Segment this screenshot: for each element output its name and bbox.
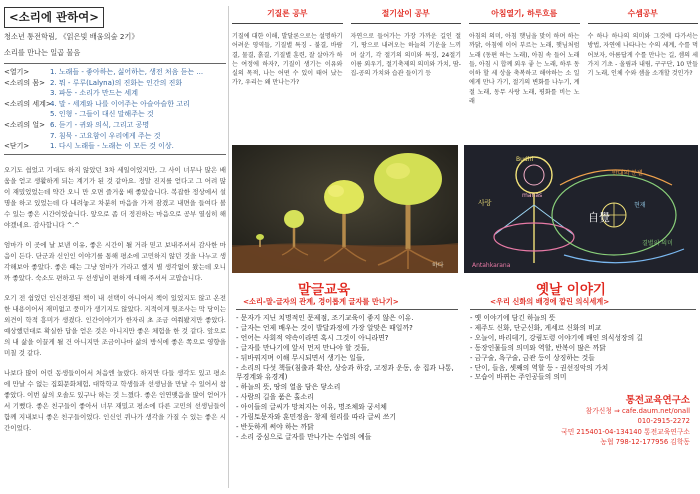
section-list-malgeul	[236, 314, 458, 443]
toc-list	[4, 63, 226, 155]
toc-label: <소리의 몸>	[4, 78, 46, 87]
section-divider	[236, 309, 458, 310]
contact-block	[561, 392, 690, 448]
toc-row	[4, 131, 226, 142]
list-item: - 소리 중심으로 글자를 만나가는 수업의 예들	[236, 432, 372, 441]
art-label: 현재	[634, 202, 646, 209]
art-label: 사랑	[478, 199, 492, 207]
bank-account-2: 농협 798-12-177956 김학동	[600, 438, 690, 447]
essay-paragraph: 나보다 많이 어린 동생들이어서 처음엔 놀랐다. 하지만 다들 생각도 있고 평소에 만날 수 없는 집회문화체험, 대학학교 학생들과 선생님을 만날 수 있어서 참 좋았다. 이번 삶의 오솔도 있구나 하는 것 느꼈다. 좋은 인연맺음을 많이 얻어가서 기뻤다. 좋은 친구들이 좋아서 너무 재밌고 평소에 다른 고민의 선생님들이 함께 지내보니 좋은 친구들이었다. 인신인 퀴나가 생각을 가질 수 있는 좋은 시간이었다.	[4, 368, 226, 432]
list-item: - 하늘의 뜻, 땅의 열음 담은 닿소리	[236, 383, 341, 392]
section-title-story: 옛날 이야기	[536, 282, 606, 298]
list-item: - 아이들의 글씨가 망쳐지는 이유, 명조체와 궁서체	[236, 403, 387, 412]
toc-label: <열기>	[4, 68, 30, 76]
list-item: - 뒤바꿔지며 이해 무시되면서 생기는 일들,	[236, 353, 365, 362]
toc-item: 1. 노래들 - 좋아하는, 싫어하는, 생전 처음 듣는 ...	[50, 68, 204, 76]
toc-item: 4. 말 - 세계와 나를 이어주는 아슬아슬한 고리	[50, 99, 190, 108]
list-item: - 문자가 지닌 치명적인 문제점, 조기교육이 좋지 않은 이유.	[236, 314, 414, 322]
list-item: - 모습이 바뀌는 주인공들의 의미	[470, 373, 567, 382]
toc-item: 6. 듣기 - 귀와 의식, 그리고 공명	[50, 120, 150, 129]
list-item: - 금구술, 욕구술, 금관 등이 상징하는 것들	[470, 353, 595, 362]
toc-item: 1. 다시 노래들 - 노래는 이 모든 것 이상.	[50, 142, 174, 151]
bank-account-1: 국민 215401-04-134140 통전교육연구소	[561, 427, 690, 436]
toc-item: 7. 침묵 - 고요함이 우리에게 주는 것	[50, 131, 161, 140]
topic-column	[588, 8, 699, 136]
topic-body: 수 하나 하나의 의미와 그것에 다가서는 방법, 자연에 나타나는 수의 세계, 수를 먹어보자, 아름답게 수를 만나는 길, 셈의 세 가지 기초 - 올림과 내림, 구구단, 10 만들기 노래, 인체 수와 셈을 소개할 것인가?	[587, 33, 698, 78]
list-item: - 동장인물들의 의미와 역할, 반복이 많은 까닭	[470, 343, 606, 352]
list-item: - 글자를 만나기에 앞서 먼저 만나야 할 것들,	[236, 343, 370, 352]
toc-row	[4, 109, 226, 120]
list-item: - 글자는 언제 배우는 것이 발달과정에 가장 알맞은 때일까?	[236, 323, 413, 332]
signup-label: 참가신청 ⇒	[585, 407, 620, 415]
topic-column	[351, 8, 462, 136]
list-item: - 가림토문자와 훈민정음- 창제 원리를 따라 글씨 쓰기	[236, 413, 397, 422]
section-subtitle-malgeul: <소리-말-글자의 관계, 경이롭게 글자를 만나기>	[243, 297, 399, 306]
art-label: 自覺	[588, 211, 610, 224]
topic-title: 절기살이 공부	[351, 8, 462, 24]
list-item: - 언어는 사회적 약속이라면 혹시 그것이 아니라면?	[236, 333, 389, 342]
list-item: - 반듯하게 써야 하는 까닭	[236, 422, 314, 431]
list-item: - 옛 이야기에 담긴 하늘의 뜻	[470, 314, 556, 322]
left-column	[4, 6, 226, 490]
toc-label: <소리의 얼>	[4, 120, 46, 129]
list-item: - 사람의 길을 품은 홀소리	[236, 393, 314, 402]
list-item: - 제주도 신화, 단군신화, 게세르 신화의 비교	[470, 323, 602, 332]
toc-row	[4, 78, 226, 89]
essay-paragraph: 오기도 쉽었고 기대도 하지 않았던 3차 세일이었지만, 그 사이 너무나 많은 배움을 얻고 생활하게 되는 계기가 된 것 같아요. 정말 진지를 얻다고 그 어려 많이 재밌었었는데 약간 오니 만 오면 즐거움 배 좋았습니다. 복잡한 정상에서 설명을 하고 있었는데 다 내려놓고 차분히 마음을 가져 잠겼고 내면을 들여다 볼 수 있는 좋은 시간이었습니다. 앞으로 좀 더 정진하는 마음으로 공부 열심히 해야겠네요. 감사합니다 ^.^	[4, 165, 226, 229]
toc-label	[4, 109, 50, 120]
topic-columns	[232, 8, 698, 136]
signup-line	[561, 406, 690, 416]
essay-paragraph: 오기 전 쉽었던 인신전쟁된 책이 내 선택이 아니어서 책이 있었지도 않고 온전한 내용이어서 재미없고 풍미가 생기지도 않았다. 지적이게 뒷조사는 막 당이는 외견이 학적 흥미가 생겼다. 인간이야기가 한자리 초 조금 여쭤봤지만 좋았다. 예상했던대로 확실한 답을 얻은 것은 아니지만 좋은 체험을 한 것 같다. 앞으로의 내 삶을 이끌게 될 건 아니지만 조금이나마 삶의 방식에 좋은 쪽으로 영향을 미칠 것 같다.	[4, 293, 226, 357]
toc-row	[4, 141, 226, 152]
program-subtitle: 청소년 통전학림, 《읽은빛 배움의숲 2기》	[4, 32, 139, 41]
tree-chalk-drawing	[232, 145, 458, 273]
art-label: manas	[522, 192, 543, 199]
essay-paragraph: 엄마가 이 곳에 날 보낸 이유, 좋은 시간이 될 거라 믿고 보내주셔서 감사한 마음이 든다. 단군과 신인인 이야기를 통해 평소에 고민하지 않던 것을 나누고 생각해보아 좋았다. 좋은 때는 그냥 엄마가 가라고 했지 별 생각없이 왔는데 오니까 좋았다. 숙소도 편하고 두 선생님이 편하게 대해 주셔서 고맙습니다.	[4, 240, 226, 282]
section-divider	[470, 309, 696, 310]
art-label: 반대의 분별	[612, 170, 643, 177]
tree-drawing-svg	[232, 145, 458, 273]
page-title: <소리에 관하여>	[4, 7, 104, 28]
toc-label	[4, 131, 50, 142]
toc-label: <닫기>	[4, 142, 30, 151]
art-signature: 하다	[432, 262, 444, 269]
art-label: 결별의 의미	[642, 240, 673, 247]
toc-item: 3. 파동 - 소리가 만드는 세계	[50, 89, 138, 98]
toc-row	[4, 120, 226, 131]
consciousness-chalk-drawing	[464, 145, 698, 273]
toc-row	[4, 88, 226, 99]
section-subtitle-story: <우리 신화의 배경에 깔린 의식세계>	[490, 297, 610, 306]
toc-label: <소리의 세계>	[4, 99, 52, 108]
topic-title: 수셈공부	[588, 8, 699, 24]
list-item: - 단이, 들음, 셋째의 역할 등 - 권선징악의 가치	[470, 363, 609, 372]
column-divider	[228, 6, 229, 488]
toc-label	[4, 88, 50, 99]
list-item: - 오늘이, 바리데기, 강림도령 이야기에 배인 의식성장의 길	[470, 333, 643, 342]
topic-body: 자연으로 들어가는 가장 가까운 길인 절기, 땅으로 내려오는 하늘의 기운을 느끼며 살기, 각 절기의 의미와 특징, 24절기 이름 외우기, 절기축제의 의미와 가치, 땀-집-공의 가치와 습관 들이기 등	[350, 33, 461, 78]
toc-row	[4, 99, 226, 110]
section-list-story	[470, 314, 643, 383]
toc-item: 2. 뭐 - 루루(Lalyna)의 진화는 인간의 진화	[50, 78, 183, 87]
toc-row	[4, 67, 226, 78]
toc-item: 5. 인형 - 그들이 대신 말해주는 것	[50, 110, 154, 119]
org-name: 통전교육연구소	[625, 395, 690, 406]
list-item: - 소리의 다섯 책들(침출과 확산, 상승과 하강, 고정과 운동, 송 집과 나통, 무경계와 유경계)	[236, 363, 454, 382]
topic-body: 아침의 의미, 아침 햇님을 맞이 하며 하는 까닭, 아침에 이어 부르는 노래, 햇님처럼 노래 (동편 하는 노래), 아침 속 들어 노래들, 아침 시 합께 외우 좋 는 노래, 하루 동이하 할 세 상을 축복하고 해야하는 소 일에게 만나 가기, 절기의 변화를 나누기, 계절 노래, 동무 사랑 노래, 평화를 비는 노래	[469, 33, 580, 106]
topic-title: 기질론 공부	[232, 8, 343, 24]
consciousness-drawing-svg	[464, 145, 698, 273]
topic-title: 아침열기, 하루흐름	[469, 8, 580, 24]
topic-column	[469, 8, 580, 136]
toc-heading: 소리를 만나는 일곱 물음	[4, 48, 81, 57]
section-title-malgeul: 말글교육	[298, 282, 351, 298]
topic-column	[232, 8, 343, 136]
art-label: Budhi	[516, 156, 534, 163]
participant-essays	[4, 165, 226, 434]
phone: 010-2915-2272	[637, 417, 690, 426]
art-label: Antahkarana	[472, 262, 511, 269]
signup-link[interactable]: cafe.daum.net/onall	[621, 407, 690, 415]
topic-body: 기질에 대한 이해, 발달론으로는 설명하기 어려운 영역들, 기질별 특징 - 불결, 바람결, 물결, 흙결, 기질별 훈련, 잘 살아가 하는 여정에 하자?, 기질이 생기는 이유와 실의 목적, 나는 어떤 수 있이 태어 났는가?, 우리는 왜 만나는가?	[232, 33, 343, 87]
